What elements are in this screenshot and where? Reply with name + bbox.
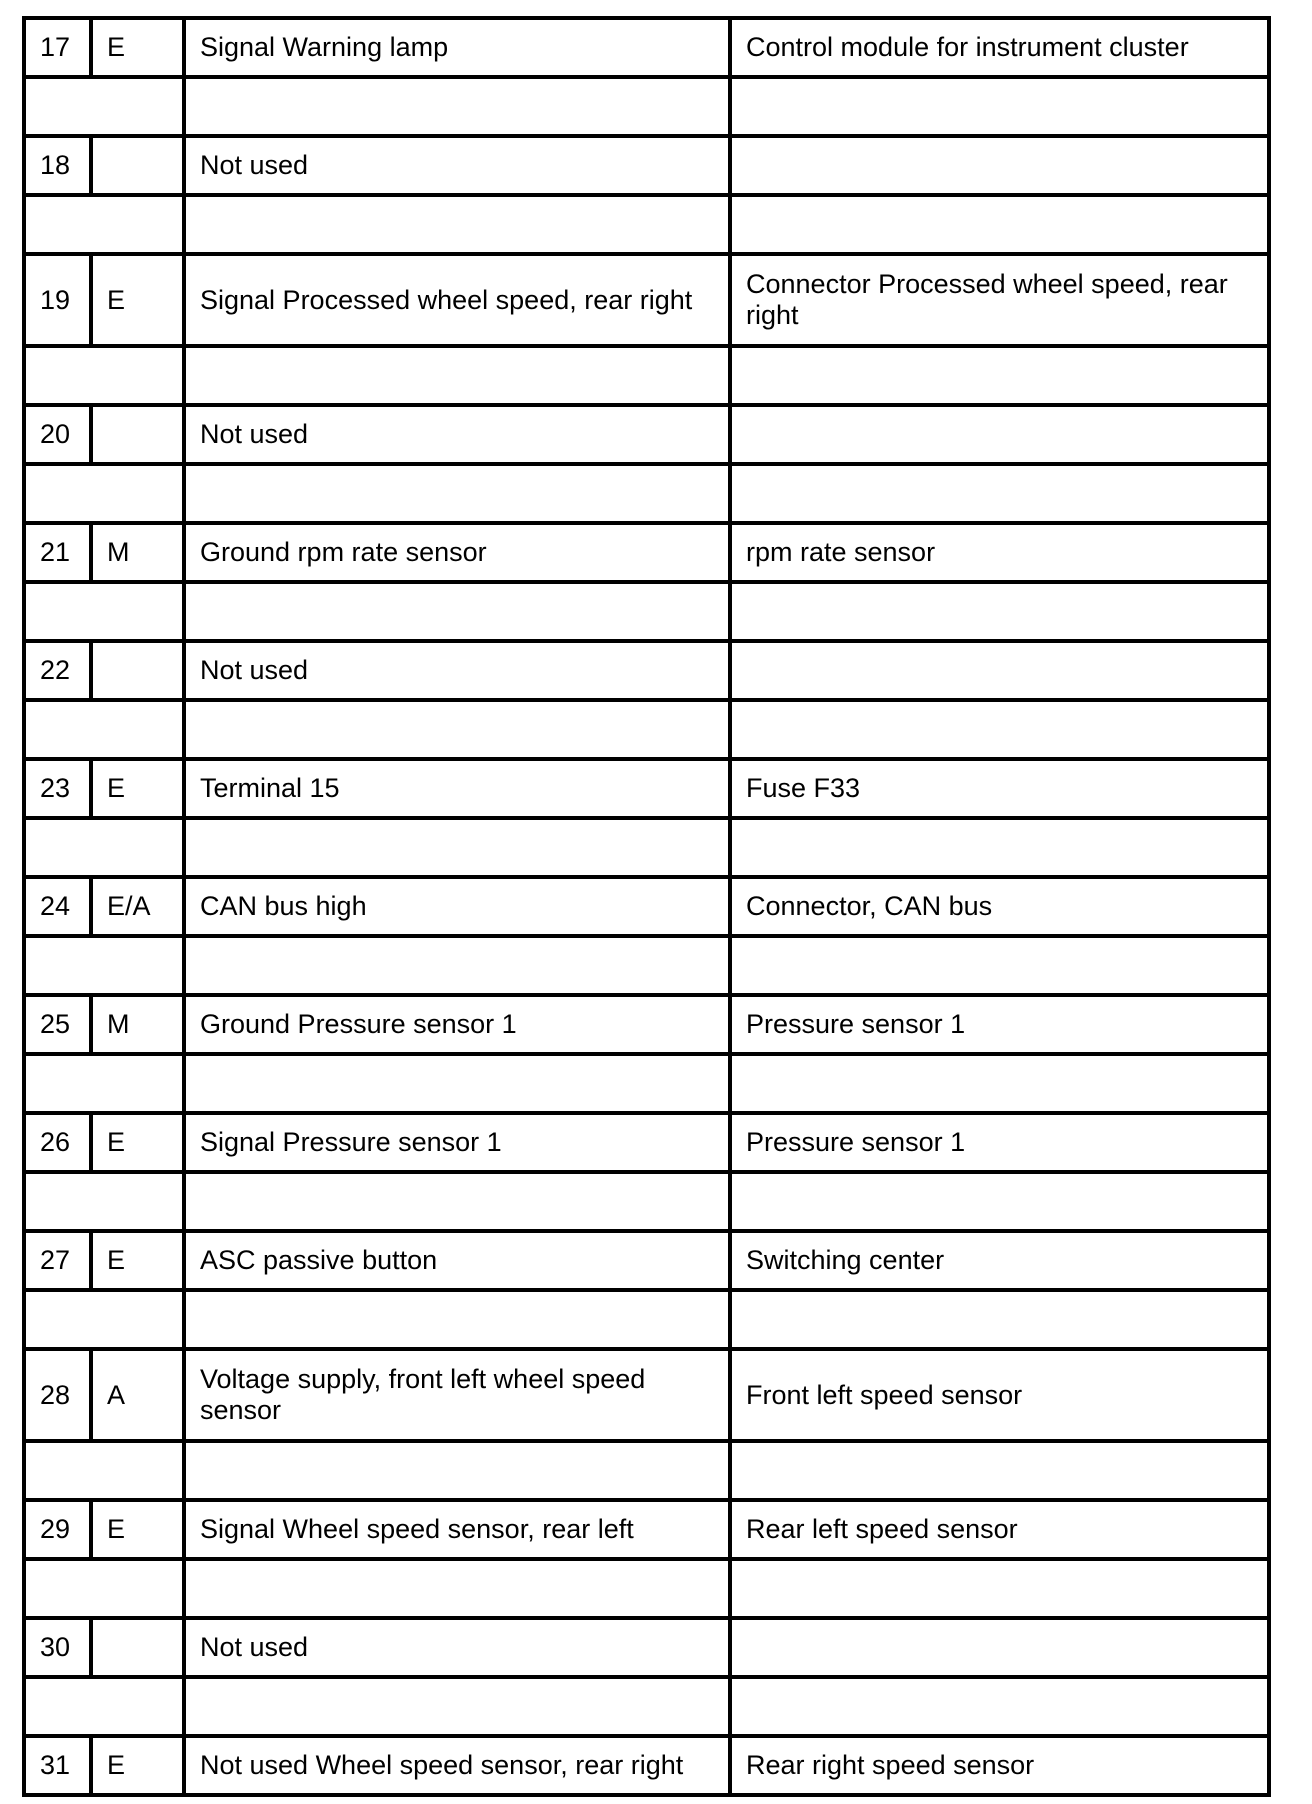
signal-type-cell: E [91, 18, 184, 77]
pin-description-cell: ASC passive button [184, 1231, 730, 1290]
pin-table-body [24, 18, 1269, 1795]
pin-number-cell: 27 [24, 1231, 91, 1290]
spacer-row [24, 936, 1269, 995]
connection-cell: Rear right speed sensor [730, 1736, 1269, 1795]
spacer-cell [24, 818, 184, 877]
spacer-cell [24, 936, 184, 995]
spacer-cell [24, 1441, 184, 1500]
spacer-cell [24, 582, 184, 641]
spacer-cell [24, 1677, 184, 1736]
spacer-cell [730, 1559, 1269, 1618]
spacer-cell [24, 1559, 184, 1618]
table-row [24, 877, 1269, 936]
pin-description-cell: Signal Warning lamp [184, 18, 730, 77]
spacer-cell [24, 1290, 184, 1349]
spacer-row [24, 346, 1269, 405]
table-row [24, 1618, 1269, 1677]
signal-type-cell: E [91, 1736, 184, 1795]
table-row [24, 18, 1269, 77]
table-row [24, 254, 1269, 346]
pin-description-cell: Not used [184, 1618, 730, 1677]
signal-type-cell: E [91, 254, 184, 346]
spacer-row [24, 700, 1269, 759]
spacer-row [24, 582, 1269, 641]
spacer-row [24, 1054, 1269, 1113]
spacer-row [24, 818, 1269, 877]
pin-description-cell: Not used [184, 136, 730, 195]
spacer-cell [24, 195, 184, 254]
connection-cell [730, 641, 1269, 700]
table-row [24, 136, 1269, 195]
spacer-cell [24, 77, 184, 136]
spacer-cell [184, 1559, 730, 1618]
connection-cell: Fuse F33 [730, 759, 1269, 818]
spacer-row [24, 1559, 1269, 1618]
spacer-cell [730, 464, 1269, 523]
table-row [24, 1500, 1269, 1559]
pin-number-cell: 30 [24, 1618, 91, 1677]
table-row [24, 405, 1269, 464]
connection-cell: Pressure sensor 1 [730, 995, 1269, 1054]
pin-description-cell: Ground Pressure sensor 1 [184, 995, 730, 1054]
spacer-cell [730, 195, 1269, 254]
signal-type-cell: E [91, 1231, 184, 1290]
signal-type-cell: E [91, 1500, 184, 1559]
spacer-cell [730, 1172, 1269, 1231]
signal-type-cell: M [91, 523, 184, 582]
pin-number-cell: 29 [24, 1500, 91, 1559]
pin-number-cell: 24 [24, 877, 91, 936]
spacer-cell [730, 936, 1269, 995]
pin-description-cell: Ground rpm rate sensor [184, 523, 730, 582]
spacer-cell [730, 77, 1269, 136]
pin-number-cell: 31 [24, 1736, 91, 1795]
pin-number-cell: 19 [24, 254, 91, 346]
spacer-cell [730, 346, 1269, 405]
spacer-row [24, 464, 1269, 523]
connection-cell: rpm rate sensor [730, 523, 1269, 582]
pin-description-cell: Signal Wheel speed sensor, rear left [184, 1500, 730, 1559]
spacer-cell [730, 818, 1269, 877]
spacer-cell [24, 700, 184, 759]
signal-type-cell [91, 405, 184, 464]
pin-description-cell: Not used [184, 405, 730, 464]
spacer-cell [24, 1172, 184, 1231]
spacer-row [24, 1172, 1269, 1231]
spacer-cell [184, 700, 730, 759]
table-row [24, 1349, 1269, 1441]
spacer-cell [730, 1290, 1269, 1349]
spacer-row [24, 1290, 1269, 1349]
connection-cell: Pressure sensor 1 [730, 1113, 1269, 1172]
table-row [24, 1231, 1269, 1290]
spacer-cell [24, 464, 184, 523]
connection-cell [730, 405, 1269, 464]
spacer-cell [730, 1441, 1269, 1500]
signal-type-cell: M [91, 995, 184, 1054]
spacer-row [24, 77, 1269, 136]
pin-number-cell: 18 [24, 136, 91, 195]
table-row [24, 523, 1269, 582]
pin-description-cell: Not used Wheel speed sensor, rear right [184, 1736, 730, 1795]
connection-cell: Rear left speed sensor [730, 1500, 1269, 1559]
table-row [24, 759, 1269, 818]
connection-cell: Connector Processed wheel speed, rear right [730, 254, 1269, 346]
table-row [24, 1113, 1269, 1172]
pin-number-cell: 25 [24, 995, 91, 1054]
signal-type-cell: E [91, 1113, 184, 1172]
spacer-cell [184, 1441, 730, 1500]
connection-cell: Front left speed sensor [730, 1349, 1269, 1441]
table-row [24, 641, 1269, 700]
spacer-row [24, 195, 1269, 254]
spacer-cell [24, 346, 184, 405]
spacer-cell [184, 195, 730, 254]
spacer-row [24, 1441, 1269, 1500]
spacer-cell [184, 1290, 730, 1349]
pin-description-cell: CAN bus high [184, 877, 730, 936]
spacer-cell [184, 582, 730, 641]
connection-cell: Connector, CAN bus [730, 877, 1269, 936]
spacer-cell [184, 1054, 730, 1113]
pin-description-cell: Signal Processed wheel speed, rear right [184, 254, 730, 346]
spacer-cell [184, 1677, 730, 1736]
pin-number-cell: 23 [24, 759, 91, 818]
connection-cell: Control module for instrument cluster [730, 18, 1269, 77]
spacer-cell [184, 346, 730, 405]
spacer-cell [24, 1054, 184, 1113]
spacer-row [24, 1677, 1269, 1736]
spacer-cell [730, 582, 1269, 641]
table-row [24, 1736, 1269, 1795]
signal-type-cell: E/A [91, 877, 184, 936]
pin-number-cell: 21 [24, 523, 91, 582]
pin-assignment-table [22, 16, 1271, 1797]
signal-type-cell: A [91, 1349, 184, 1441]
pin-description-cell: Voltage supply, front left wheel speed sensor [184, 1349, 730, 1441]
table-row [24, 995, 1269, 1054]
spacer-cell [730, 1054, 1269, 1113]
pin-description-cell: Terminal 15 [184, 759, 730, 818]
spacer-cell [730, 1677, 1269, 1736]
pin-number-cell: 20 [24, 405, 91, 464]
connection-cell [730, 136, 1269, 195]
pin-number-cell: 28 [24, 1349, 91, 1441]
signal-type-cell [91, 641, 184, 700]
spacer-cell [184, 464, 730, 523]
pin-number-cell: 22 [24, 641, 91, 700]
pin-number-cell: 17 [24, 18, 91, 77]
spacer-cell [184, 77, 730, 136]
spacer-cell [184, 1172, 730, 1231]
spacer-cell [184, 936, 730, 995]
pin-description-cell: Not used [184, 641, 730, 700]
signal-type-cell: E [91, 759, 184, 818]
connection-cell [730, 1618, 1269, 1677]
signal-type-cell [91, 136, 184, 195]
spacer-cell [184, 818, 730, 877]
signal-type-cell [91, 1618, 184, 1677]
spacer-cell [730, 700, 1269, 759]
pin-description-cell: Signal Pressure sensor 1 [184, 1113, 730, 1172]
connection-cell: Switching center [730, 1231, 1269, 1290]
pin-number-cell: 26 [24, 1113, 91, 1172]
